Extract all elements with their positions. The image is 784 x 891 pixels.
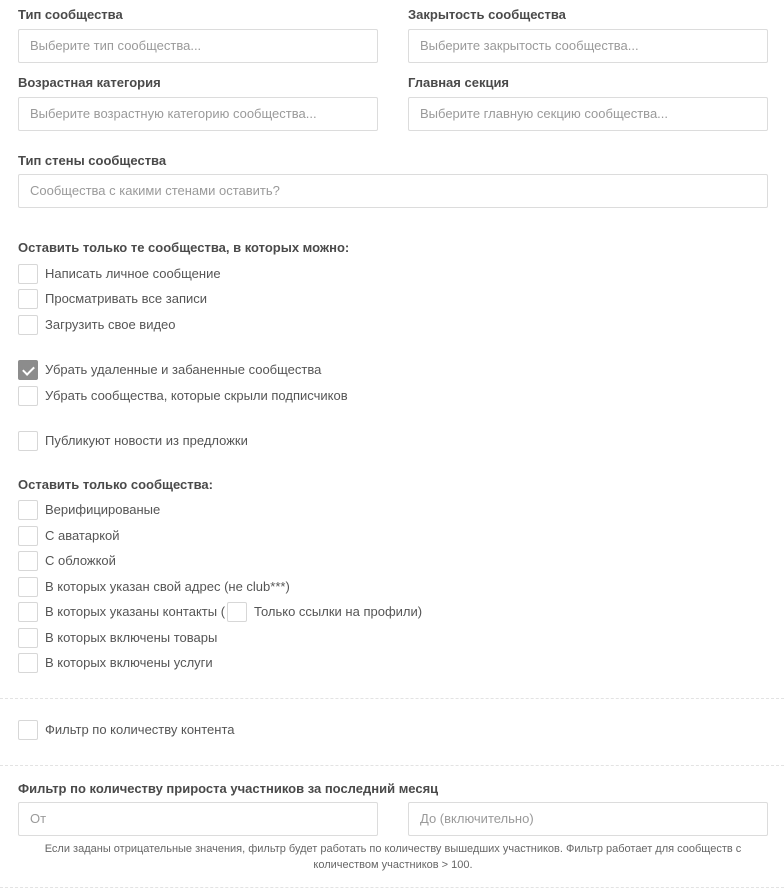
growth-to-input[interactable]: До (включительно) (408, 802, 768, 836)
checkbox-label: С обложкой (45, 553, 116, 568)
checkbox-label: В которых включены товары (45, 630, 218, 645)
checkbox[interactable] (18, 653, 38, 673)
checkbox[interactable] (18, 289, 38, 309)
section-divider (0, 765, 784, 766)
checkbox[interactable] (18, 526, 38, 546)
checkbox[interactable] (18, 551, 38, 571)
community-type-select[interactable]: Выберите тип сообщества... (18, 29, 378, 63)
checkbox[interactable] (18, 577, 38, 597)
checkbox[interactable] (18, 628, 38, 648)
main-section-select[interactable]: Выберите главную секцию сообщества... (408, 97, 768, 131)
closedness-label: Закрытость сообщества (408, 7, 566, 22)
only-row-avatar[interactable] (18, 526, 120, 546)
checkbox[interactable] (18, 315, 38, 335)
profile-links-label: Только ссылки на профили) (254, 604, 423, 619)
can-do-row-message[interactable] (18, 264, 221, 284)
closedness-select[interactable]: Выберите закрытость сообщества... (408, 29, 768, 63)
only-row-goods[interactable] (18, 628, 217, 648)
main-section-label: Главная секция (408, 75, 510, 90)
checkbox[interactable] (18, 500, 38, 520)
only-row-verified[interactable] (18, 500, 160, 520)
age-category-select[interactable]: Выберите возрастную категорию сообщества... (18, 97, 378, 131)
checkbox[interactable] (18, 431, 38, 451)
community-type-label: Тип сообщества (18, 7, 123, 22)
can-do-row-view-posts[interactable] (18, 289, 207, 309)
suggested-news-row[interactable] (18, 431, 248, 451)
checkbox[interactable] (18, 602, 38, 622)
growth-from-input[interactable]: От (18, 802, 378, 836)
checkbox-checked[interactable] (18, 360, 38, 380)
growth-filter-note: Если заданы отрицательные значения, фильтр будет работать по количеству вышедших участников. Фильтр работает для сообществ с количеством участников > 100. (44, 843, 742, 871)
checkbox-label: Написать личное сообщение (45, 266, 221, 281)
only-row-address[interactable] (18, 577, 290, 597)
checkbox[interactable] (18, 386, 38, 406)
remove-hidden-subscribers-row[interactable] (18, 386, 348, 406)
only-row-cover[interactable] (18, 551, 116, 571)
wall-type-select[interactable]: Сообщества с какими стенами оставить? (18, 174, 768, 208)
content-filter-row[interactable] (18, 720, 234, 740)
checkbox-label: В которых указаны контакты ( (45, 604, 226, 619)
checkbox-label: Публикуют новости из предложки (45, 433, 248, 448)
checkbox-label: Фильтр по количеству контента (45, 722, 235, 737)
growth-filter-label: Фильтр по количеству прироста участников за последний месяц (18, 781, 439, 796)
profile-links-checkbox[interactable] (227, 602, 247, 622)
checkbox-label: В которых указан свой адрес (не club***) (45, 579, 290, 594)
only-heading: Оставить только сообщества: (18, 477, 213, 492)
age-category-label: Возрастная категория (18, 75, 161, 90)
only-row-contacts[interactable] (18, 602, 422, 622)
remove-deleted-row[interactable] (18, 360, 321, 380)
checkbox-label: С аватаркой (45, 528, 120, 543)
checkbox-label: Загрузить свое видео (45, 317, 176, 332)
can-do-row-upload-video[interactable] (18, 315, 176, 335)
checkbox-label: Верифицированые (45, 502, 161, 517)
checkbox-label: В которых включены услуги (45, 655, 213, 670)
checkbox-label: Просматривать все записи (45, 291, 208, 306)
can-do-heading: Оставить только те сообщества, в которых можно: (18, 240, 350, 255)
section-divider (0, 887, 784, 888)
section-divider (0, 698, 784, 699)
checkbox[interactable] (18, 720, 38, 740)
checkbox[interactable] (18, 264, 38, 284)
only-row-services[interactable] (18, 653, 213, 673)
checkbox-label: Убрать удаленные и забаненные сообщества (45, 362, 322, 377)
wall-type-label: Тип стены сообщества (18, 153, 167, 168)
checkbox-label: Убрать сообщества, которые скрыли подписчиков (45, 388, 348, 403)
